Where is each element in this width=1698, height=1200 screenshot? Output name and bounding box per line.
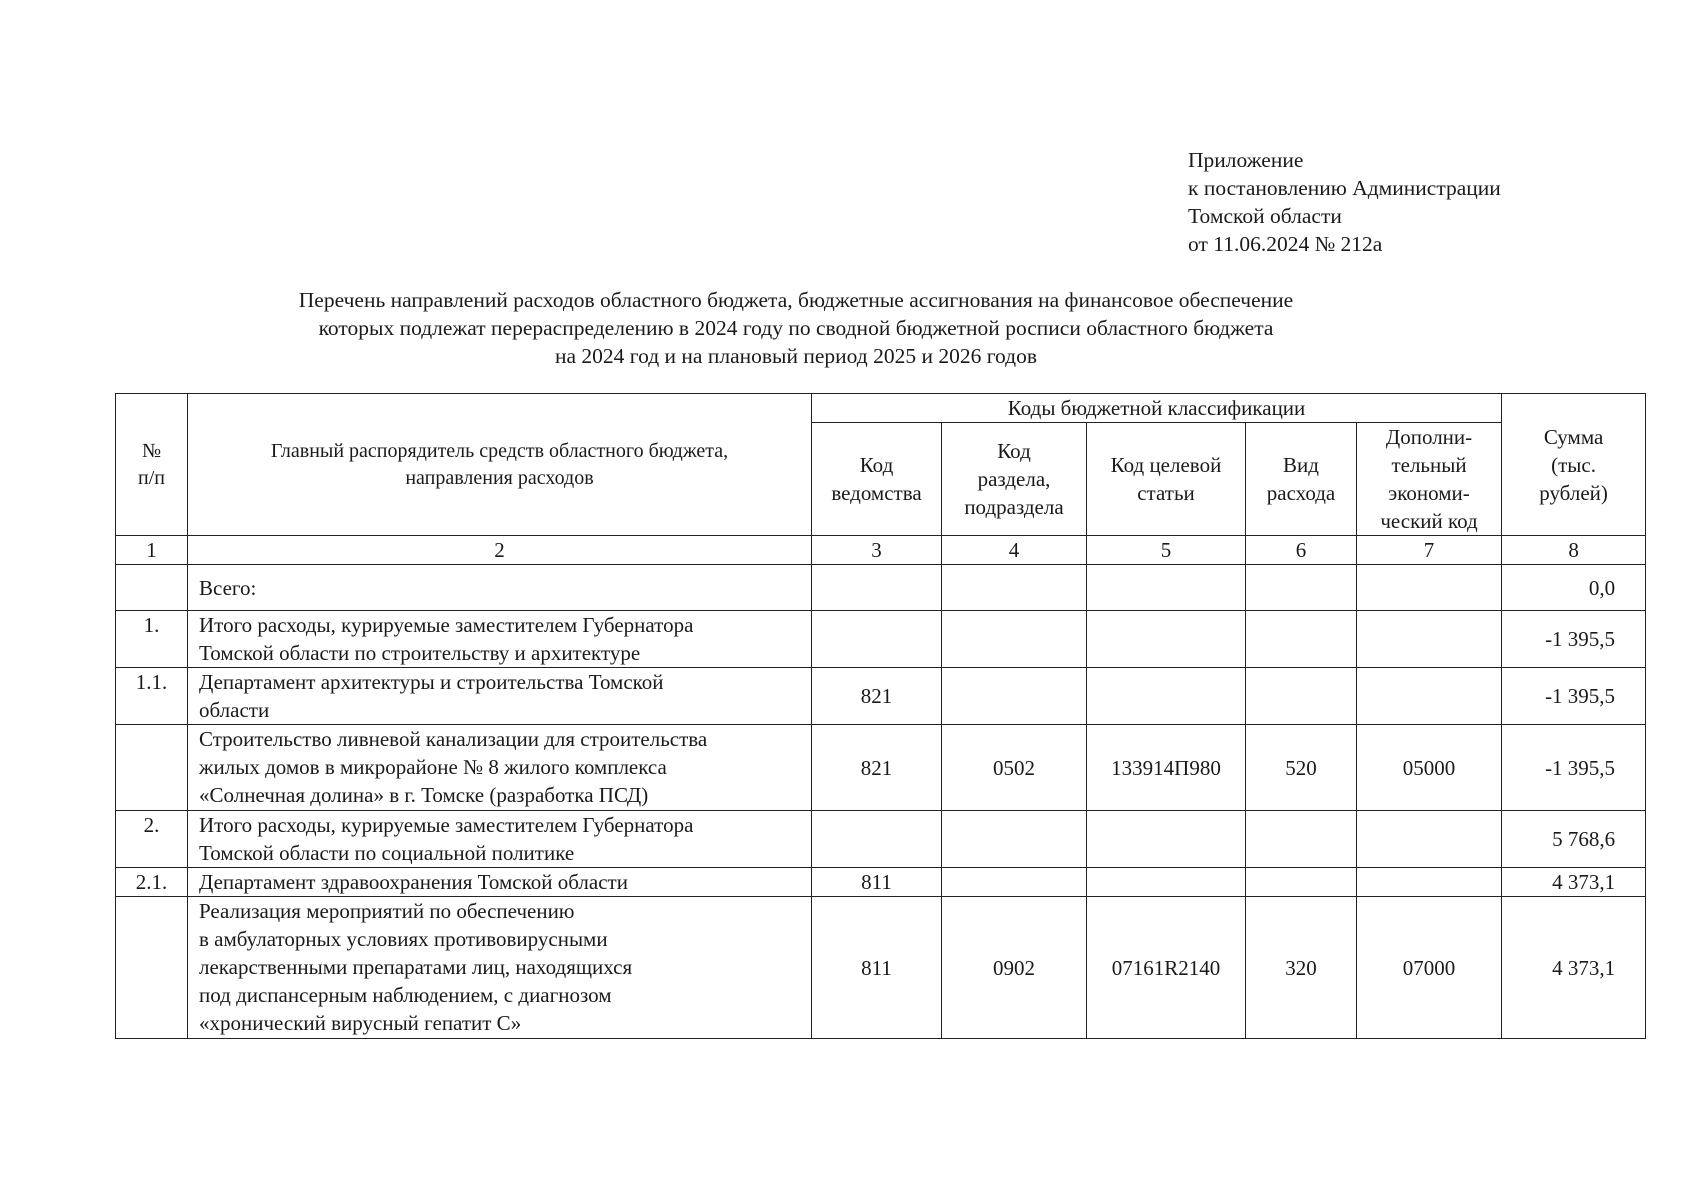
- row-expense-type: [1246, 868, 1357, 897]
- row-num: 1.1.: [116, 668, 188, 725]
- table-row: [116, 668, 1646, 725]
- row-extra-code: [1357, 565, 1502, 611]
- row-extra-code: [1357, 811, 1502, 868]
- row-section-code: [942, 611, 1087, 668]
- column-number: 4: [942, 536, 1087, 565]
- column-number: 5: [1087, 536, 1246, 565]
- header-target-code: Код целевой статьи: [1087, 423, 1246, 536]
- header-section-code: Код раздела, подраздела: [942, 423, 1087, 536]
- column-number: 7: [1357, 536, 1502, 565]
- header-manager: Главный распорядитель средств областного бюджета, направления расходов: [188, 394, 812, 536]
- row-sum: 5 768,6: [1502, 811, 1646, 868]
- row-sum: -1 395,5: [1502, 668, 1646, 725]
- row-section-code: [942, 868, 1087, 897]
- budget-table: [115, 393, 1646, 1039]
- row-target-code: [1087, 611, 1246, 668]
- title-line: которых подлежат перераспределению в 2024 году по сводной бюджетной росписи областного бюджета: [318, 316, 1274, 340]
- row-expense-type: 520: [1246, 725, 1357, 811]
- column-number: 8: [1502, 536, 1646, 565]
- header-sum: Сумма (тыс. рублей): [1502, 394, 1646, 536]
- appendix-line: Приложение: [1188, 148, 1304, 172]
- header-extra-code: Дополни- тельный экономи- ческий код: [1357, 423, 1502, 536]
- appendix-date-line: от 11.06.2024 № 212а: [1188, 232, 1383, 256]
- row-name: Всего:: [188, 565, 812, 611]
- row-num: 2.1.: [116, 868, 188, 897]
- row-num: 2.: [116, 811, 188, 868]
- row-dept-code: 811: [812, 868, 942, 897]
- row-extra-code: [1357, 611, 1502, 668]
- row-num: [116, 897, 188, 1039]
- row-sum: 4 373,1: [1502, 897, 1646, 1039]
- row-sum: 4 373,1: [1502, 868, 1646, 897]
- table-row: [116, 725, 1646, 811]
- row-name: Итого расходы, курируемые заместителем Губернатора Томской области по социальной политике: [188, 811, 812, 868]
- row-name: Реализация мероприятий по обеспечению в амбулаторных условиях противовирусными лекарственными препаратами лиц, находящихся под диспансерным наблюдением, с диагнозом «хронический вирусный гепатит С»: [188, 897, 812, 1039]
- row-sum: -1 395,5: [1502, 611, 1646, 668]
- row-target-code: [1087, 668, 1246, 725]
- table-row-total: [116, 565, 1646, 611]
- column-numbers-row: [116, 536, 1646, 565]
- appendix-line: к постановлению Администрации: [1188, 176, 1501, 200]
- row-target-code: [1087, 565, 1246, 611]
- document-title: [0, 286, 1592, 370]
- row-dept-code: [812, 565, 942, 611]
- row-num: 1.: [116, 611, 188, 668]
- row-dept-code: [812, 611, 942, 668]
- header-expense-type: Вид расхода: [1246, 423, 1357, 536]
- row-target-code: 07161R2140: [1087, 897, 1246, 1039]
- row-expense-type: [1246, 668, 1357, 725]
- table-row: [116, 897, 1646, 1039]
- header-dept-code: Код ведомства: [812, 423, 942, 536]
- row-section-code: 0902: [942, 897, 1087, 1039]
- row-extra-code: [1357, 868, 1502, 897]
- row-extra-code: 05000: [1357, 725, 1502, 811]
- title-line: Перечень направлений расходов областного бюджета, бюджетные ассигнования на финансовое обеспечение: [298, 288, 1294, 312]
- row-dept-code: 821: [812, 725, 942, 811]
- row-target-code: 133914П980: [1087, 725, 1246, 811]
- row-target-code: [1087, 811, 1246, 868]
- row-expense-type: [1246, 565, 1357, 611]
- row-dept-code: [812, 811, 942, 868]
- row-sum: 0,0: [1502, 565, 1646, 611]
- row-name: Итого расходы, курируемые заместителем Губернатора Томской области по строительству и архитектуре: [188, 611, 812, 668]
- row-extra-code: [1357, 668, 1502, 725]
- appendix-line: Томской области: [1188, 204, 1342, 228]
- table-row: [116, 811, 1646, 868]
- row-expense-type: [1246, 811, 1357, 868]
- row-num: [116, 725, 188, 811]
- row-dept-code: 821: [812, 668, 942, 725]
- row-section-code: [942, 565, 1087, 611]
- row-section-code: 0502: [942, 725, 1087, 811]
- row-name: Департамент архитектуры и строительства Томской области: [188, 668, 812, 725]
- header-num: № п/п: [116, 394, 188, 536]
- appendix-block: [1188, 146, 1501, 258]
- row-expense-type: [1246, 611, 1357, 668]
- column-number: 2: [188, 536, 812, 565]
- row-extra-code: 07000: [1357, 897, 1502, 1039]
- row-name: Строительство ливневой канализации для строительства жилых домов в микрорайоне № 8 жилого комплекса «Солнечная долина» в г. Томске (разработка ПСД): [188, 725, 812, 811]
- row-name: Департамент здравоохранения Томской области: [188, 868, 812, 897]
- table-row: [116, 868, 1646, 897]
- header-codes-group: Коды бюджетной классификации: [812, 394, 1502, 423]
- row-section-code: [942, 811, 1087, 868]
- row-expense-type: 320: [1246, 897, 1357, 1039]
- row-dept-code: 811: [812, 897, 942, 1039]
- row-sum: -1 395,5: [1502, 725, 1646, 811]
- row-section-code: [942, 668, 1087, 725]
- column-number: 1: [116, 536, 188, 565]
- row-num: [116, 565, 188, 611]
- column-number: 3: [812, 536, 942, 565]
- row-target-code: [1087, 868, 1246, 897]
- column-number: 6: [1246, 536, 1357, 565]
- title-line: на 2024 год и на плановый период 2025 и 2026 годов: [555, 344, 1037, 368]
- table-row: [116, 611, 1646, 668]
